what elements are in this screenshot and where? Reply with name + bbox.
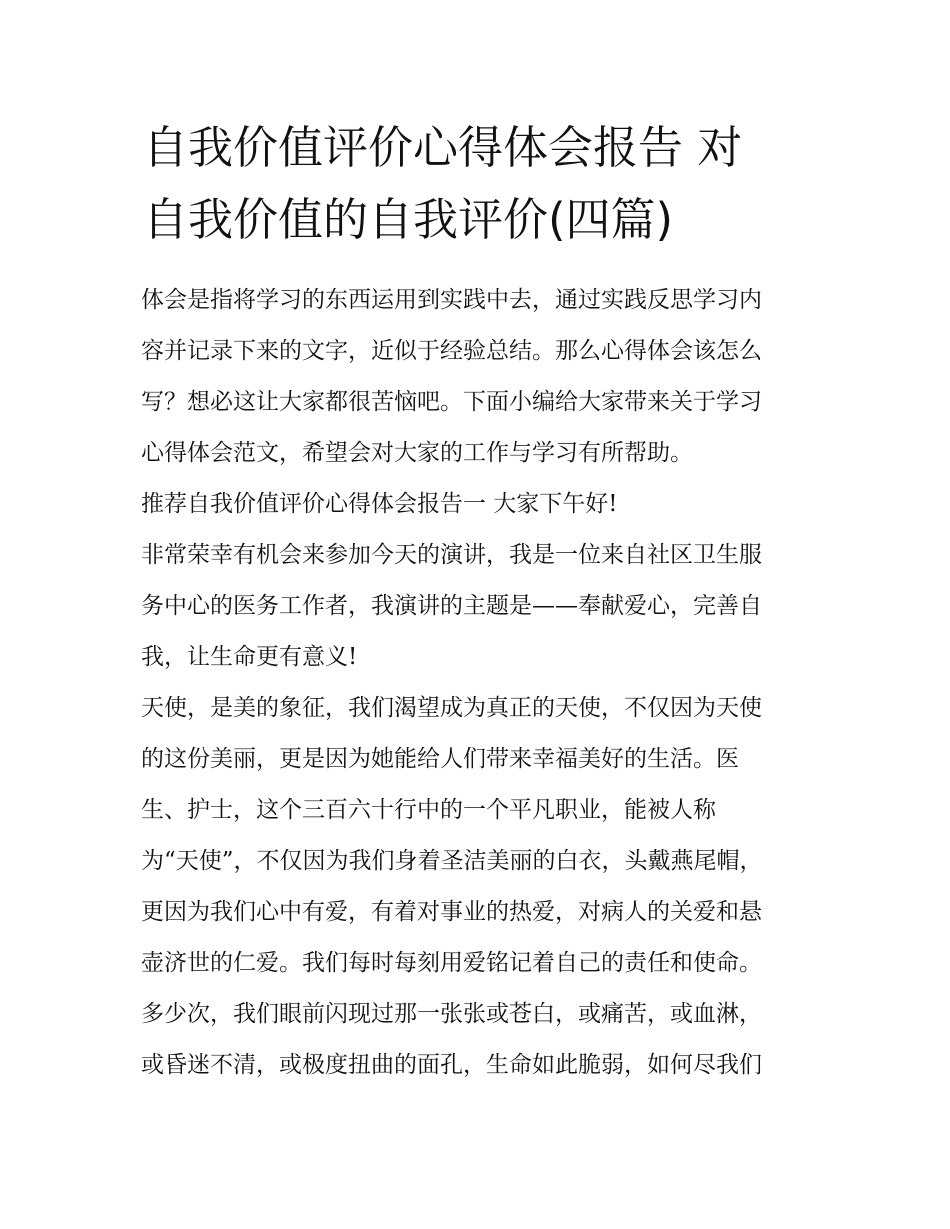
body-line: 写？想必这让大家都很苦恼吧。下面小编给大家带来关于学习: [141, 389, 762, 415]
body-line: 非常荣幸有机会来参加今天的演讲，我是一位来自社区卫生服: [141, 542, 762, 568]
body-line: 的这份美丽，更是因为她能给人们带来幸福美好的生活。医: [141, 746, 739, 772]
title-line: 自我价值的自我评价(四篇): [143, 193, 674, 246]
body-line: 务中心的医务工作者，我演讲的主题是——奉献爱心，完善自: [141, 593, 762, 619]
body-line: 生、护士，这个三百六十行中的一个平凡职业，能被人称: [141, 797, 716, 823]
body-line: 壶济世的仁爱。我们每时每刻用爱铭记着自己的责任和使命。: [141, 950, 762, 976]
body-line: 更因为我们心中有爱，有着对事业的热爱，对病人的关爱和悬: [141, 899, 762, 925]
document-title: [143, 112, 823, 256]
body-line: 体会是指将学习的东西运用到实践中去，通过实践反思学习内: [141, 287, 762, 313]
body-line: 推荐自我价值评价心得体会报告一 大家下午好!: [141, 491, 618, 517]
body-line: 为“天使”，不仅因为我们身着圣洁美丽的白衣，头戴燕尾帽，: [141, 848, 763, 874]
body-line: 我，让生命更有意义!: [141, 644, 358, 670]
body-line: 容并记录下来的文字，近似于经验总结。那么心得体会该怎么: [141, 338, 762, 364]
body-line: 或昏迷不清，或极度扭曲的面孔，生命如此脆弱，如何尽我们: [141, 1052, 762, 1078]
document-body: [141, 275, 821, 1091]
title-line: 自我价值评价心得体会报告 对: [143, 121, 743, 174]
body-line: 天使，是美的象征，我们渴望成为真正的天使，不仅因为天使: [141, 695, 762, 721]
body-line: 多少次，我们眼前闪现过那一张张或苍白，或痛苦，或血淋，: [141, 1001, 762, 1027]
body-line: 心得体会范文，希望会对大家的工作与学习有所帮助。: [141, 440, 693, 466]
